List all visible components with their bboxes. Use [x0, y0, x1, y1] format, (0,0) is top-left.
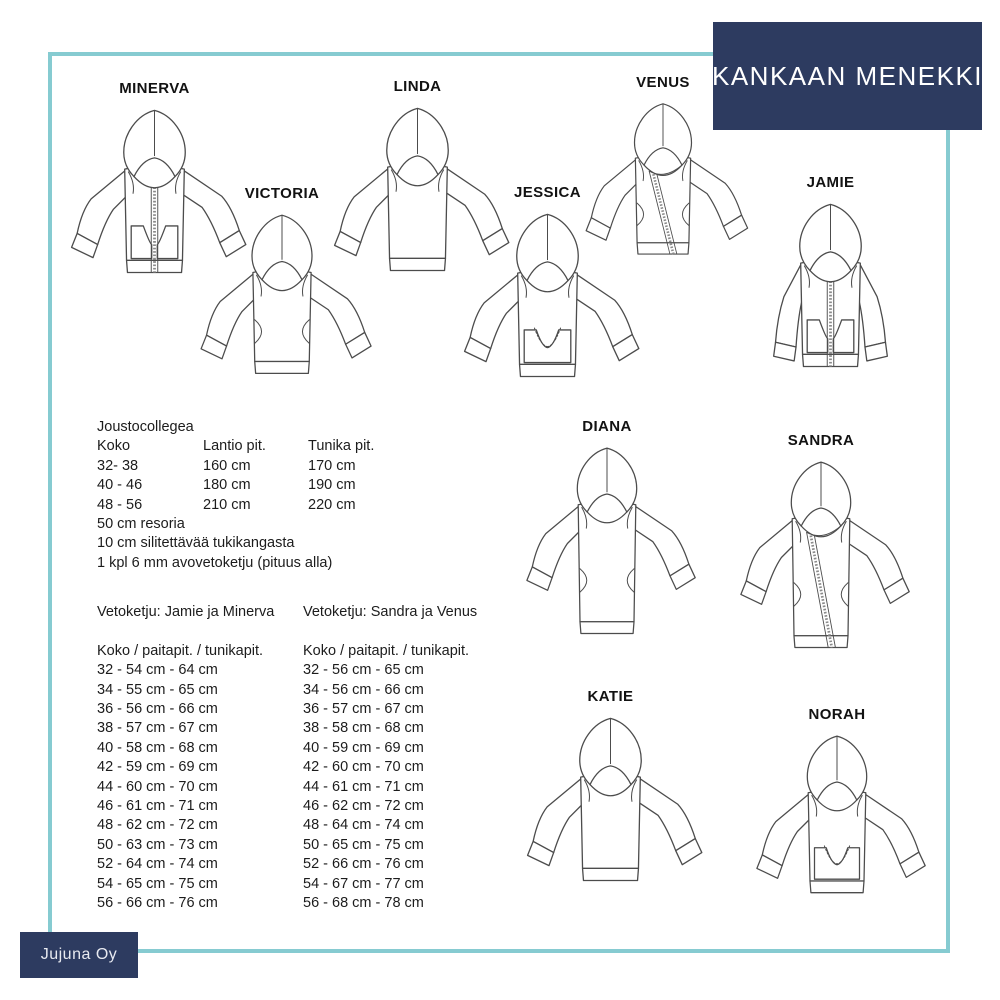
size-row: 48 - 62 cm - 72 cm [97, 817, 218, 834]
size-row: 32 - 54 cm - 64 cm [97, 662, 218, 679]
brand-box [20, 932, 138, 978]
page-title: KANKAAN MENEKKI [712, 60, 984, 91]
size-table-row [97, 457, 374, 476]
column-header-lantio: Lantio pit. [203, 438, 266, 455]
cell: 160 cm [203, 457, 251, 474]
size-row: 56 - 68 cm - 78 cm [303, 895, 424, 912]
info-block [97, 418, 374, 573]
size-row: 44 - 61 cm - 71 cm [303, 778, 424, 795]
column-header-koko: Koko [97, 438, 131, 455]
garment-label: MINERVA [119, 80, 190, 97]
size-row: 40 - 59 cm - 69 cm [303, 739, 424, 756]
size-row: 34 - 55 cm - 65 cm [97, 681, 218, 698]
garment-art [722, 454, 920, 679]
size-list-heading: Koko / paitapit. / tunikapit. [97, 642, 264, 659]
cell: 180 cm [203, 477, 251, 494]
size-row: 38 - 57 cm - 67 cm [97, 720, 218, 737]
garment-katie [508, 688, 713, 922]
zipper-column-jamie-minerva [97, 603, 274, 913]
size-row: 32 - 56 cm - 65 cm [303, 662, 424, 679]
size-row: 54 - 67 cm - 77 cm [303, 875, 424, 892]
size-row: 46 - 62 cm - 72 cm [303, 798, 424, 815]
zipper-column-sandra-venus [303, 603, 477, 913]
size-row: 42 - 59 cm - 69 cm [97, 759, 218, 776]
cell: 32- 38 [97, 457, 139, 474]
garment-art [508, 440, 706, 665]
size-table-row [97, 496, 374, 515]
garment-label: LINDA [393, 78, 442, 95]
garment-label: JESSICA [514, 184, 581, 201]
garment-art [508, 710, 713, 922]
cell: 220 cm [308, 496, 356, 513]
size-row: 40 - 58 cm - 68 cm [97, 739, 218, 756]
garment-label: DIANA [582, 418, 632, 435]
size-row: 36 - 57 cm - 67 cm [303, 701, 424, 718]
garment-sandra [722, 432, 920, 679]
size-table-header [97, 437, 374, 456]
note-vetoketju: 1 kpl 6 mm avovetoketju (pituus alla) [97, 554, 333, 571]
garment-label: NORAH [808, 706, 866, 723]
size-row: 56 - 66 cm - 76 cm [97, 895, 218, 912]
note-resoria: 50 cm resoria [97, 516, 185, 533]
size-row: 50 - 63 cm - 73 cm [97, 836, 218, 853]
cell: 48 - 56 [97, 496, 143, 513]
garment-label: KATIE [587, 688, 634, 705]
garment-art [738, 728, 936, 933]
info-heading: Joustocollegea [97, 419, 194, 435]
size-row: 46 - 61 cm - 71 cm [97, 798, 218, 815]
zipper-heading: Vetoketju: Sandra ja Venus [303, 604, 478, 620]
cell: 170 cm [308, 457, 356, 474]
size-row: 54 - 65 cm - 75 cm [97, 875, 218, 892]
size-row: 42 - 60 cm - 70 cm [303, 759, 424, 776]
size-row: 52 - 66 cm - 76 cm [303, 856, 424, 873]
cell: 210 cm [203, 496, 251, 513]
size-row: 36 - 56 cm - 66 cm [97, 701, 218, 718]
garment-label: VICTORIA [244, 185, 320, 202]
zipper-heading: Vetoketju: Jamie ja Minerva [97, 604, 275, 620]
cell: 40 - 46 [97, 477, 143, 494]
column-header-tunika: Tunika pit. [308, 438, 375, 455]
brand-label: Jujuna Oy [40, 946, 118, 963]
note-tukikangas: 10 cm silitettävää tukikangasta [97, 535, 295, 552]
garment-label: JAMIE [806, 174, 855, 191]
size-row: 48 - 64 cm - 74 cm [303, 817, 424, 834]
size-row: 50 - 65 cm - 75 cm [303, 836, 424, 853]
size-row: 52 - 64 cm - 74 cm [97, 856, 218, 873]
size-list-heading: Koko / paitapit. / tunikapit. [303, 642, 470, 659]
garment-diana [508, 418, 706, 665]
size-row: 44 - 60 cm - 70 cm [97, 778, 218, 795]
garment-jamie [728, 174, 933, 408]
cell: 190 cm [308, 477, 356, 494]
garment-label: VENUS [636, 74, 690, 91]
size-row: 34 - 56 cm - 66 cm [303, 681, 424, 698]
garment-label: SANDRA [787, 432, 855, 449]
garment-norah [738, 706, 936, 933]
size-row: 38 - 58 cm - 68 cm [303, 720, 424, 737]
garment-art [728, 196, 933, 408]
size-table-row [97, 476, 374, 495]
